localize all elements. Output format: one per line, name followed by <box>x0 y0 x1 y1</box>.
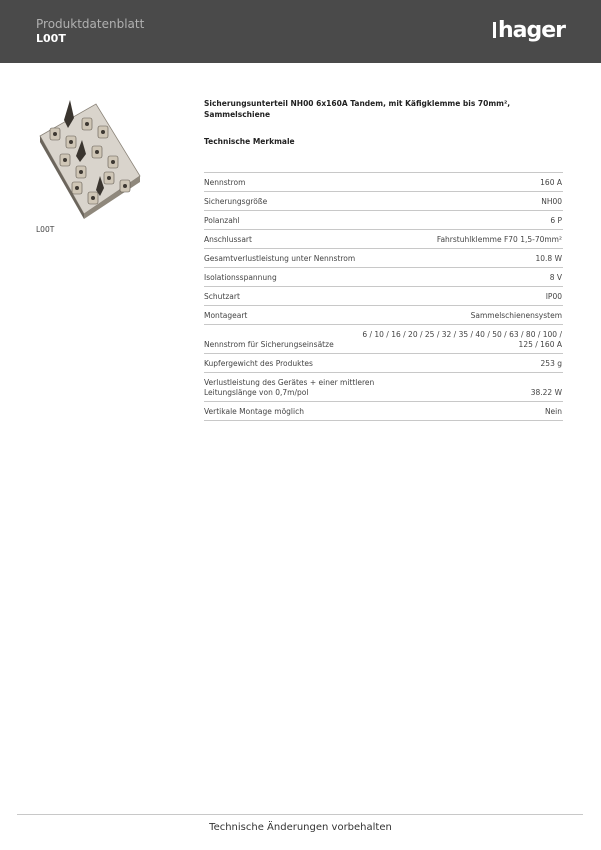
spec-row <box>204 211 563 230</box>
image-caption: L00T <box>36 225 55 234</box>
spec-value: 253 g <box>540 359 562 368</box>
spec-label: Nennstrom <box>204 178 246 187</box>
document-type: Produktdatenblatt <box>36 17 145 31</box>
spec-value: IP00 <box>545 292 562 301</box>
footer-note: Technische Änderungen vorbehalten <box>209 822 392 833</box>
spec-value: 38.22 W <box>530 388 562 397</box>
spec-label: Anschlussart <box>204 235 252 244</box>
spec-value: 8 V <box>549 273 562 282</box>
spec-value: NH00 <box>541 197 562 206</box>
section-title-specs: Technische Merkmale <box>204 137 295 146</box>
spec-value: Sammelschienensystem <box>470 311 562 320</box>
spec-value: 10.8 W <box>535 254 562 263</box>
spec-label: Sicherungsgröße <box>204 197 268 206</box>
spec-row <box>204 325 563 354</box>
spec-value: Fahrstuhlklemme F70 1,5-70mm² <box>436 235 562 244</box>
spec-row <box>204 249 563 268</box>
hager-logo <box>493 18 565 43</box>
spec-table <box>204 172 563 421</box>
spec-row <box>204 373 563 402</box>
spec-label: Polanzahl <box>204 216 240 225</box>
logo-mark-icon <box>493 22 496 38</box>
spec-label: Montageart <box>204 311 248 320</box>
spec-row <box>204 354 563 373</box>
product-image <box>36 96 144 220</box>
spec-row <box>204 192 563 211</box>
spec-row <box>204 287 563 306</box>
spec-value: 6 P <box>550 216 562 225</box>
spec-row <box>204 306 563 325</box>
spec-label: Isolationsspannung <box>204 273 277 282</box>
spec-row <box>204 402 563 421</box>
spec-value: 160 A <box>540 178 562 187</box>
spec-label: Kupfergewicht des Produktes <box>204 359 313 368</box>
product-code: L00T <box>36 32 66 45</box>
spec-value: Nein <box>544 407 562 416</box>
spec-row <box>204 268 563 287</box>
spec-row <box>204 173 563 192</box>
logo-text: hager <box>498 18 566 43</box>
footer-divider <box>17 814 583 815</box>
spec-label: Gesamtverlustleistung unter Nennstrom <box>204 254 356 263</box>
spec-value: 6 / 10 / 16 / 20 / 25 / 32 / 35 / 40 / 50 / 63 / 80 / 100 / 125 / 160 A <box>362 330 562 349</box>
spec-label: Schutzart <box>204 292 240 301</box>
spec-label: Nennstrom für Sicherungseinsätze <box>204 340 334 349</box>
spec-label: Verlustleistung des Gerätes + einer mittleren Leitungslänge von 0,7m/pol <box>204 378 375 397</box>
spec-label: Vertikale Montage möglich <box>204 407 304 416</box>
spec-row <box>204 230 563 249</box>
header-bar <box>0 0 601 63</box>
product-title: Sicherungsunterteil NH00 6x160A Tandem, mit Käfigklemme bis 70mm², Sammelschiene <box>204 99 511 119</box>
